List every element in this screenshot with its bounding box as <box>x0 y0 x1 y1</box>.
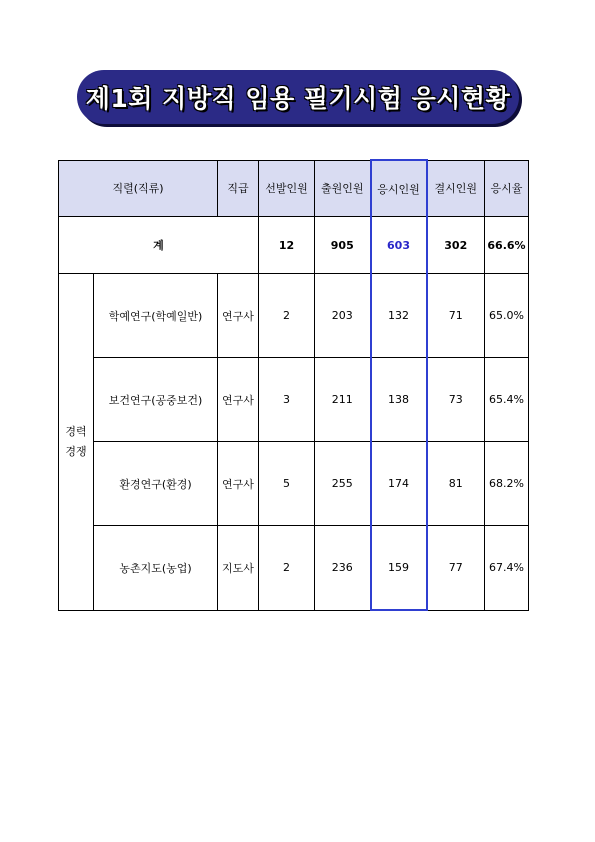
header-rate: 응시율 <box>485 160 529 217</box>
exam-status-table <box>58 159 529 611</box>
row-rate: 67.4% <box>485 526 529 611</box>
row-absent: 81 <box>427 442 485 526</box>
row-grade: 연구사 <box>218 274 259 358</box>
header-grade: 직급 <box>218 160 259 217</box>
row-attended: 159 <box>371 526 427 611</box>
group-label <box>59 274 94 611</box>
header-attended: 응시인원 <box>371 160 427 217</box>
row-absent: 77 <box>427 526 485 611</box>
row-applied: 255 <box>315 442 371 526</box>
row-rate: 65.4% <box>485 358 529 442</box>
row-selected: 3 <box>259 358 315 442</box>
header-applied: 출원인원 <box>315 160 371 217</box>
row-grade: 지도사 <box>218 526 259 611</box>
row-applied: 211 <box>315 358 371 442</box>
page-title: 제1회 지방직 임용 필기시험 응시현황 <box>85 84 511 113</box>
table-row <box>59 526 529 611</box>
table-row <box>59 274 529 358</box>
row-rate: 65.0% <box>485 274 529 358</box>
group-label-line2: 경쟁 <box>65 444 87 458</box>
row-grade: 연구사 <box>218 358 259 442</box>
header-position: 직렬(직류) <box>59 160 218 217</box>
total-applied: 905 <box>315 217 371 274</box>
total-label: 계 <box>59 217 259 274</box>
row-rate: 68.2% <box>485 442 529 526</box>
total-rate: 66.6% <box>485 217 529 274</box>
total-attended: 603 <box>371 217 427 274</box>
title-banner <box>77 70 519 124</box>
row-selected: 5 <box>259 442 315 526</box>
row-selected: 2 <box>259 274 315 358</box>
header-selected: 선발인원 <box>259 160 315 217</box>
header-absent: 결시인원 <box>427 160 485 217</box>
row-applied: 236 <box>315 526 371 611</box>
row-field: 환경연구(환경) <box>94 442 218 526</box>
row-attended: 138 <box>371 358 427 442</box>
group-label-line1: 경력 <box>65 424 87 438</box>
row-grade: 연구사 <box>218 442 259 526</box>
total-absent: 302 <box>427 217 485 274</box>
total-row <box>59 217 529 274</box>
row-absent: 71 <box>427 274 485 358</box>
row-field: 농촌지도(농업) <box>94 526 218 611</box>
row-attended: 132 <box>371 274 427 358</box>
row-absent: 73 <box>427 358 485 442</box>
row-attended: 174 <box>371 442 427 526</box>
table-row <box>59 442 529 526</box>
table-header-row <box>59 160 529 217</box>
total-selected: 12 <box>259 217 315 274</box>
table-row <box>59 358 529 442</box>
row-applied: 203 <box>315 274 371 358</box>
row-field: 학예연구(학예일반) <box>94 274 218 358</box>
row-field: 보건연구(공중보건) <box>94 358 218 442</box>
row-selected: 2 <box>259 526 315 611</box>
